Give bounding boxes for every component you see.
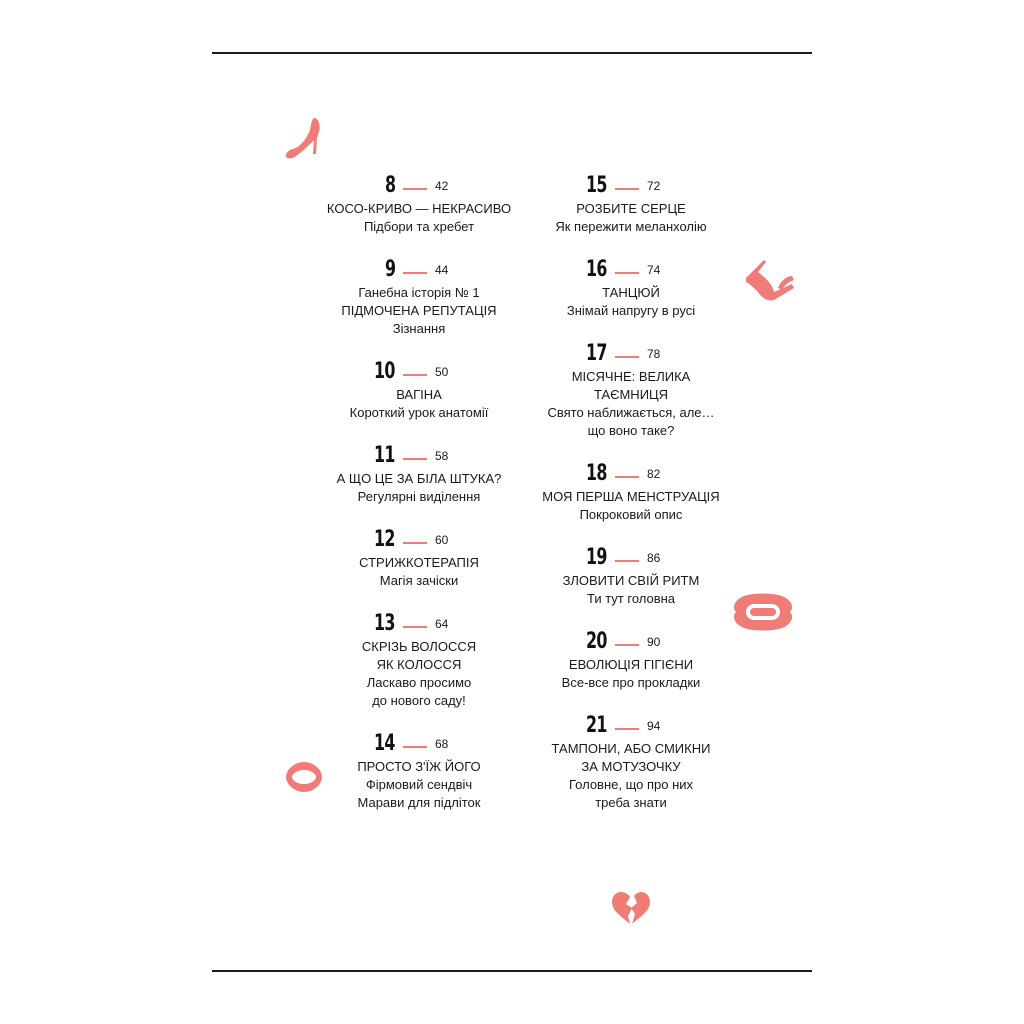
chapter-title: ТАНЦЮЙ	[602, 285, 660, 300]
contents-entry	[516, 172, 746, 236]
page-number: 50	[435, 365, 449, 379]
chapter-subtitle: Фірмовий сендвіч	[365, 777, 473, 792]
page-number: 60	[435, 533, 449, 547]
contents-entry	[516, 628, 746, 692]
page-number: 68	[435, 737, 449, 751]
chapter-subtitle: ЯК КОЛОССЯ	[376, 657, 462, 672]
number-page-dash	[615, 188, 639, 190]
contents-entry	[516, 256, 746, 320]
chapter-number: 16	[586, 257, 607, 282]
chapter-subtitle: Підбори та хребет	[363, 219, 475, 234]
contents-entry	[304, 610, 534, 710]
entry-number-row	[304, 256, 534, 284]
chapter-title: СТРИЖКОТЕРАПІЯ	[359, 555, 479, 570]
page-number: 64	[435, 617, 449, 631]
bottom-rule	[212, 970, 812, 972]
chapter-subtitle: ТАЄМНИЦЯ	[593, 387, 669, 402]
chapter-title: МІСЯЧНЕ: ВЕЛИКА	[571, 369, 691, 384]
chapter-subtitle: Знімай напругу в русі	[566, 303, 696, 318]
chapter-number: 17	[586, 341, 607, 366]
chapter-subtitle: треба знати	[595, 795, 667, 810]
entry-number-row	[304, 172, 534, 200]
number-page-dash	[403, 542, 427, 544]
number-page-dash	[403, 626, 427, 628]
chapter-subtitle: Головне, що про них	[568, 777, 694, 792]
chapter-number: 10	[374, 359, 395, 384]
entry-number-row	[304, 610, 534, 638]
number-page-dash	[403, 188, 427, 190]
entry-number-row	[516, 712, 746, 740]
chapter-subtitle: до нового саду!	[372, 693, 466, 708]
chapter-number: 18	[586, 461, 607, 486]
contents-entry	[304, 358, 534, 422]
chapter-subtitle: Марави для підліток	[357, 795, 481, 810]
contents-right-column	[516, 172, 746, 812]
chapter-title: КОСО-КРИВО — НЕКРАСИВО	[326, 201, 512, 216]
page-number: 90	[647, 635, 661, 649]
chapter-title: РОЗБИТЕ СЕРЦЕ	[576, 201, 686, 216]
entry-number-row	[304, 730, 534, 758]
chapter-number: 11	[374, 443, 395, 468]
number-page-dash	[403, 374, 427, 376]
chapter-subtitle: Регулярні виділення	[357, 489, 481, 504]
chapter-number: 12	[374, 527, 395, 552]
chapter-number: 8	[384, 173, 395, 198]
entry-number-row	[516, 460, 746, 488]
top-rule	[212, 52, 812, 54]
chapter-subtitle: Покроковий опис	[579, 507, 683, 522]
page-number: 78	[647, 347, 661, 361]
chapter-subtitle: Свято наближається, але…	[547, 405, 715, 420]
chapter-number: 21	[586, 713, 607, 738]
broken-heart-icon	[610, 890, 652, 926]
contents-entry	[304, 526, 534, 590]
chapter-number: 9	[384, 257, 395, 282]
entry-number-row	[516, 256, 746, 284]
chapter-title: ВАГІНА	[396, 387, 442, 402]
entry-number-row	[516, 340, 746, 368]
high-heel-shoe-icon	[284, 116, 324, 162]
contents-entry	[516, 340, 746, 440]
chapter-title: МОЯ ПЕРША МЕНСТРУАЦІЯ	[542, 489, 720, 504]
number-page-dash	[615, 272, 639, 274]
bra-icon	[744, 258, 796, 304]
chapter-title: Ганебна історія № 1	[358, 285, 480, 300]
number-page-dash	[403, 272, 427, 274]
chapter-subtitle: Все-все про прокладки	[561, 675, 701, 690]
chapter-title: ТАМПОНИ, АБО СМИКНИ	[551, 741, 711, 756]
page-number: 86	[647, 551, 661, 565]
chapter-subtitle: Магія зачіски	[379, 573, 459, 588]
chapter-subtitle: ПІДМОЧЕНА РЕПУТАЦІЯ	[341, 303, 497, 318]
chapter-subtitle: що воно таке?	[587, 423, 675, 438]
page-number: 42	[435, 179, 449, 193]
contents-entry	[304, 442, 534, 506]
page-number: 94	[647, 719, 661, 733]
chapter-number: 13	[374, 611, 395, 636]
number-page-dash	[615, 728, 639, 730]
chapter-subtitle: Ти тут головна	[586, 591, 676, 606]
chapter-subtitle: ЗА МОТУЗОЧКУ	[581, 759, 681, 774]
contents-entry	[516, 544, 746, 608]
entry-number-row	[304, 526, 534, 554]
page-number: 44	[435, 263, 449, 277]
chapter-title: СКРІЗЬ ВОЛОССЯ	[361, 639, 477, 654]
page-number: 58	[435, 449, 449, 463]
number-page-dash	[615, 356, 639, 358]
chapter-number: 15	[586, 173, 607, 198]
number-page-dash	[615, 476, 639, 478]
chapter-subtitle: Короткий урок анатомії	[349, 405, 489, 420]
chapter-subtitle: Зізнання	[392, 321, 446, 336]
page-number: 72	[647, 179, 661, 193]
contents-entry	[516, 460, 746, 524]
chapter-number: 19	[586, 545, 607, 570]
page-number: 74	[647, 263, 661, 277]
number-page-dash	[403, 458, 427, 460]
contents-entry	[516, 712, 746, 812]
contents-entry	[304, 172, 534, 236]
number-page-dash	[615, 644, 639, 646]
chapter-title: А ЩО ЦЕ ЗА БІЛА ШТУКА?	[336, 471, 502, 486]
entry-number-row	[516, 628, 746, 656]
contents-entry	[304, 730, 534, 812]
chapter-title: ЕВОЛЮЦІЯ ГІГІЄНИ	[568, 657, 694, 672]
chapter-title: ПРОСТО З'ЇЖ ЙОГО	[357, 759, 481, 774]
entry-number-row	[304, 358, 534, 386]
contents-left-column	[304, 172, 534, 812]
chapter-title: ЗЛОВИТИ СВІЙ РИТМ	[562, 573, 700, 588]
chapter-number: 20	[586, 629, 607, 654]
page-number: 82	[647, 467, 661, 481]
chapter-subtitle: Як пережити меланхолію	[555, 219, 707, 234]
entry-number-row	[516, 172, 746, 200]
entry-number-row	[304, 442, 534, 470]
number-page-dash	[403, 746, 427, 748]
contents-entry	[304, 256, 534, 338]
entry-number-row	[516, 544, 746, 572]
chapter-number: 14	[374, 731, 395, 756]
chapter-subtitle: Ласкаво просимо	[366, 675, 472, 690]
number-page-dash	[615, 560, 639, 562]
